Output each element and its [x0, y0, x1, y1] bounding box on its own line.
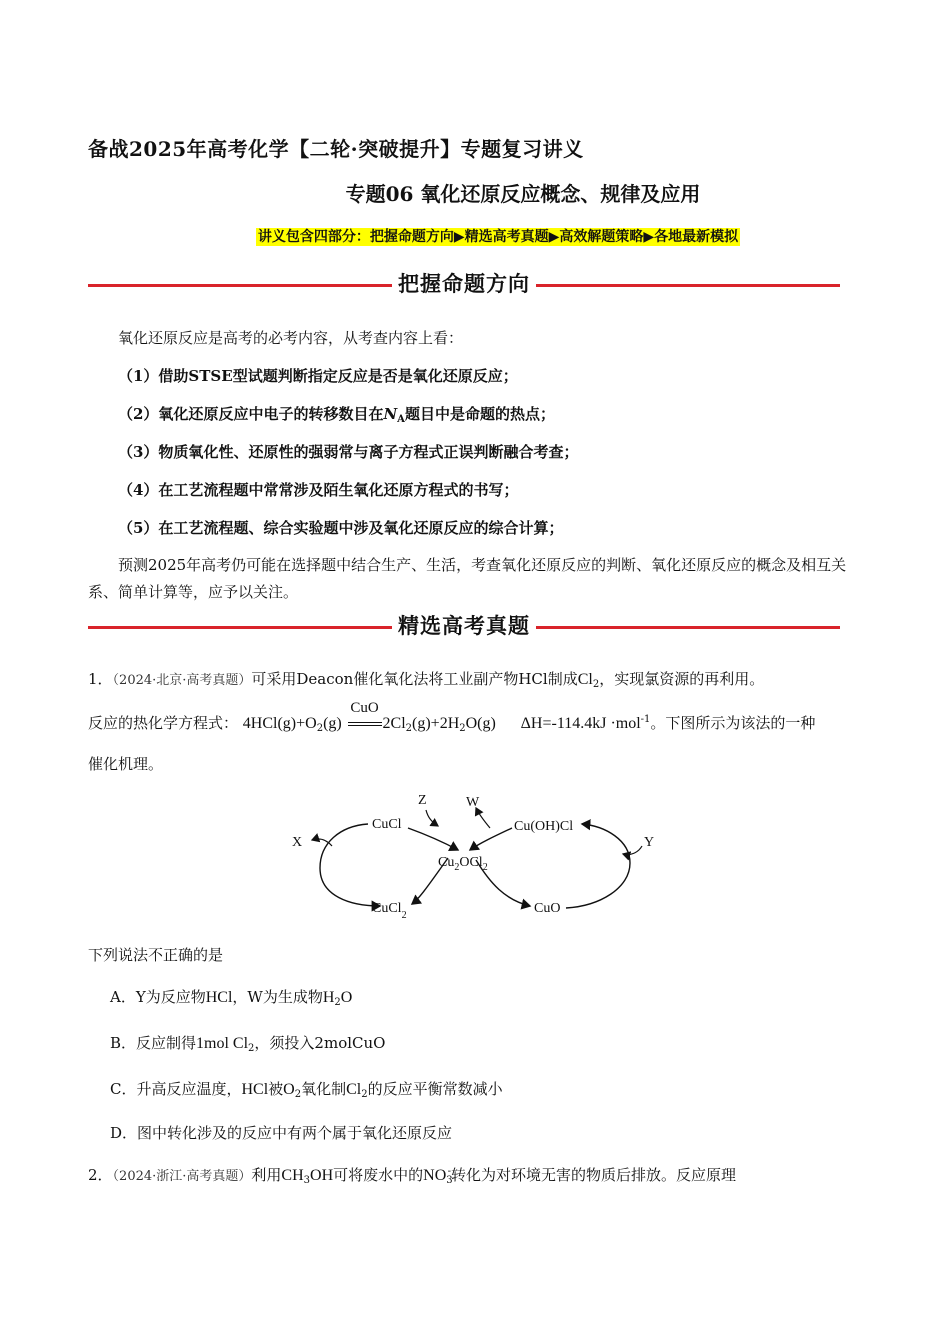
question-number: 1．	[88, 670, 113, 688]
question-2-line-1: 2．（2024·浙江·高考真题）利用$CH_3OH$可将废水中的$NO_3^-$转化为对环境无害的物质后排放。反应原理	[88, 1166, 737, 1186]
label-cu2ocl2: $Cu_2OCl_2$	[438, 855, 488, 873]
label-cucl: CuCl	[372, 817, 402, 832]
arrow-cucl-to-center	[408, 828, 458, 850]
question-text: ，实现氯资源的再利用。	[599, 670, 765, 688]
enthalpy-exponent: -1	[640, 714, 651, 725]
section-title: 把握命题方向	[392, 268, 536, 298]
label-cuohcl: Cu(OH)Cl	[514, 819, 574, 834]
no3-formula: NO	[423, 1167, 447, 1184]
question-1-line-3: 催化机理。	[88, 755, 164, 773]
document-subtitle	[0, 178, 950, 207]
section-intro: 氧化还原反应是高考的必考内容，从考查内容上看：	[118, 329, 464, 347]
label-y: Y	[644, 835, 655, 850]
enthalpy-value: ΔH=-114.4kJ ·mol	[520, 715, 641, 732]
question-1-stem: 下列说法不正确的是	[88, 946, 224, 964]
catalyst-label: CuO	[350, 700, 379, 716]
mol-cl2: 1mol Cl	[196, 1035, 249, 1052]
forecast-paragraph: 预测2025年高考仍可能在选择题中结合生产、生活，考查氧化还原反应的判断、氧化还原反应的概念及相互关系、简单计算等，应予以关注。	[88, 556, 847, 601]
catalyst-arrow	[347, 700, 383, 732]
question-1-line-2: 反应的热化学方程式： $4HCl(g)+O_2(g)$ CuO $2Cl_2(g)+2H_2O(g)$ ΔH=-114.4kJ ·mol$^{-1}$。下图所示为该法的一种	[88, 700, 816, 734]
point-2	[118, 403, 555, 425]
question-number: 2．	[88, 1166, 113, 1184]
question-1-line-1: 1．（2024·北京·高考真题）可采用Deacon催化氧化法将工业副产物HCl制成$Cl_2$，实现氯资源的再利用。	[88, 670, 765, 690]
highlight-banner	[0, 226, 950, 246]
subtitle-text: 专题06 氧化还原反应概念、规律及应用	[345, 182, 701, 206]
label-x: X	[292, 835, 303, 850]
h2o-formula: H	[322, 989, 335, 1006]
equation-suffix: 。下图所示为该法的一种	[650, 714, 816, 732]
label-z: Z	[418, 793, 427, 808]
arrow-cuo-to-cuohcl	[566, 824, 630, 908]
label-cucl2: CuCl$_2$	[372, 901, 407, 921]
arrow-to-x	[312, 839, 332, 846]
section-title: 精选高考真题	[392, 610, 536, 640]
na-symbol: N	[383, 405, 398, 423]
option-d[interactable]: D．图中转化涉及的反应中有两个属于氧化还原反应	[110, 1124, 453, 1142]
catalysis-mechanism-diagram	[280, 788, 680, 923]
option-a[interactable]: A．Y为反应物HCl，W为生成物$H_2O$	[110, 988, 353, 1008]
point-2-tail: 题目中是命题的热点；	[404, 405, 555, 423]
point-1: （1）借助STSE型试题判断指定反应是否是氧化还原反应；	[118, 367, 518, 385]
highlight-text: 讲义包含四部分：把握命题方向▶精选高考真题▶高效解题策略▶各地最新模拟	[257, 229, 739, 245]
option-c[interactable]: C．升高反应温度，HCl被$O_2$氧化制$Cl_2$的反应平衡常数减小	[110, 1080, 503, 1100]
equation-left: 4HCl(g)+O	[242, 715, 317, 732]
section-bar-direction	[88, 270, 840, 300]
point-3: （3）物质氧化性、还原性的强弱常与离子方程式正误判断融合考查；	[118, 443, 579, 461]
arrow-cucl-to-cucl2	[320, 824, 380, 906]
arrow-to-w	[476, 808, 490, 828]
question-source: （2024·浙江·高考真题）	[112, 1169, 252, 1184]
ch3oh-formula: CH	[281, 1167, 304, 1184]
hcl-formula: HCl	[205, 989, 233, 1006]
equation-prefix: 反应的热化学方程式：	[88, 714, 239, 732]
arrow-cuohcl-to-center	[470, 828, 512, 850]
section-bar-exam	[88, 612, 840, 642]
cl2-formula: Cl	[577, 671, 593, 688]
document-title: 备战2025年高考化学【二轮·突破提升】专题复习讲义	[88, 137, 584, 161]
label-cuo: CuO	[534, 901, 561, 916]
equation-left-tail: (g)	[323, 715, 342, 732]
arrow-from-z	[426, 810, 438, 826]
point-2-text: （2）氧化还原反应中电子的转移数目在	[118, 405, 384, 423]
equals-sign	[348, 722, 382, 726]
question-source: （2024·北京·高考真题）	[112, 673, 252, 688]
equation-right-c: O(g)	[465, 715, 496, 732]
option-b[interactable]: B．反应制得1mol $Cl_2$，须投入2molCuO	[110, 1034, 386, 1054]
na-subscript: A	[397, 414, 405, 425]
equation-right-b: (g)+2H	[412, 715, 460, 732]
equation-right-a: 2Cl	[382, 715, 406, 732]
point-4: （4）在工艺流程题中常常涉及陌生氧化还原方程式的书写；	[118, 481, 519, 499]
point-5: （5）在工艺流程题、综合实验题中涉及氧化还原反应的综合计算；	[118, 519, 564, 537]
label-w: W	[466, 795, 480, 810]
question-text: 可采用Deacon催化氧化法将工业副产物HCl制成	[251, 670, 578, 688]
